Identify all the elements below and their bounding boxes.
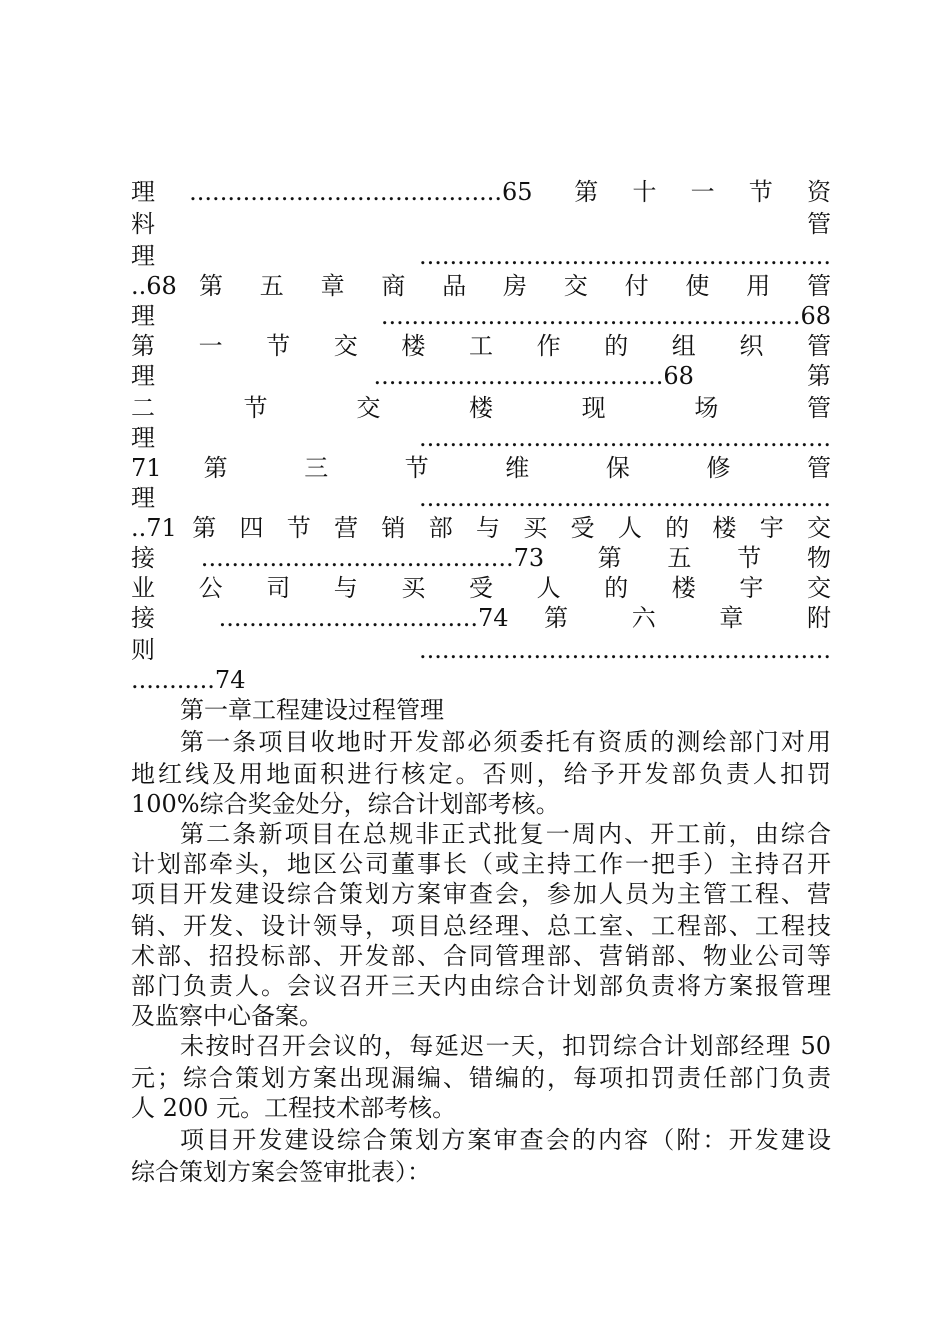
paragraph-line: 人 200 元。工程技术部考核。 xyxy=(131,1094,457,1122)
paragraph-line: 地红线及用地面积进行核定。否则，给予开发部负责人扣罚 xyxy=(131,760,831,788)
toc-line: 则...................................................... xyxy=(131,636,831,664)
toc-line: 理...................................................... xyxy=(131,242,831,270)
paragraph-line: 元；综合策划方案出现漏编、错编的，每项扣罚责任部门负责 xyxy=(131,1064,831,1092)
paragraph-line: 部门负责人。会议召开三天内由综合计划部负责将方案报管理 xyxy=(131,972,831,1000)
toc-line: 接.........................................73 第五节物 xyxy=(131,544,831,572)
toc-line: ...........74 xyxy=(131,666,246,694)
toc-line: 接 ..................................74 第 六 章 附 xyxy=(131,604,831,632)
toc-line: 理...................................................... xyxy=(131,424,831,452)
paragraph-line: 综合策划方案会签审批表）： xyxy=(131,1158,431,1186)
toc-line: 理.......................................................68 xyxy=(131,302,831,330)
toc-line: 料 管 xyxy=(131,210,831,238)
paragraph-line: 项目开发建设综合策划方案审查会，参加人员为主管工程、营 xyxy=(131,880,831,908)
paragraph-line: 未按时召开会议的，每延迟一天，扣罚综合计划部经理 50 xyxy=(180,1032,831,1060)
toc-line: 理.........................................65 第十一节资 xyxy=(131,178,831,206)
paragraph-line: 100%综合奖金处分，综合计划部考核。 xyxy=(131,790,560,818)
chapter-heading: 第一章工程建设过程管理 xyxy=(180,696,444,724)
toc-line: 理...................................................... xyxy=(131,484,831,512)
toc-line: 理 ......................................68 第 xyxy=(131,362,831,390)
paragraph-line: 项目开发建设综合策划方案审查会的内容（附：开发建设 xyxy=(180,1126,831,1154)
toc-line: 业 公 司 与 买 受 人 的 楼 宇 交 xyxy=(131,574,831,602)
toc-line: 二 节 交 楼 现 场 管 xyxy=(131,394,831,422)
toc-line: 71 第 三 节 维 保 修 管 xyxy=(131,454,831,482)
paragraph-line: 第一条项目收地时开发部必须委托有资质的测绘部门对用 xyxy=(180,728,831,756)
paragraph-line: 及监察中心备案。 xyxy=(131,1002,323,1030)
paragraph-line: 第二条新项目在总规非正式批复一周内、开工前，由综合 xyxy=(180,820,831,848)
paragraph-line: 计划部牵头，地区公司董事长（或主持工作一把手）主持召开 xyxy=(131,850,831,878)
paragraph-line: 术部、招投标部、开发部、合同管理部、营销部、物业公司等 xyxy=(131,942,831,970)
toc-line: 第 一 节 交 楼 工 作 的 组 织 管 xyxy=(131,332,831,360)
toc-line: ..68 第 五 章 商 品 房 交 付 使 用 管 xyxy=(131,272,831,300)
paragraph-line: 销、开发、设计领导，项目总经理、总工室、工程部、工程技 xyxy=(131,912,831,940)
toc-line: ..71 第 四 节 营 销 部 与 买 受 人 的 楼 宇 交 xyxy=(131,514,831,542)
